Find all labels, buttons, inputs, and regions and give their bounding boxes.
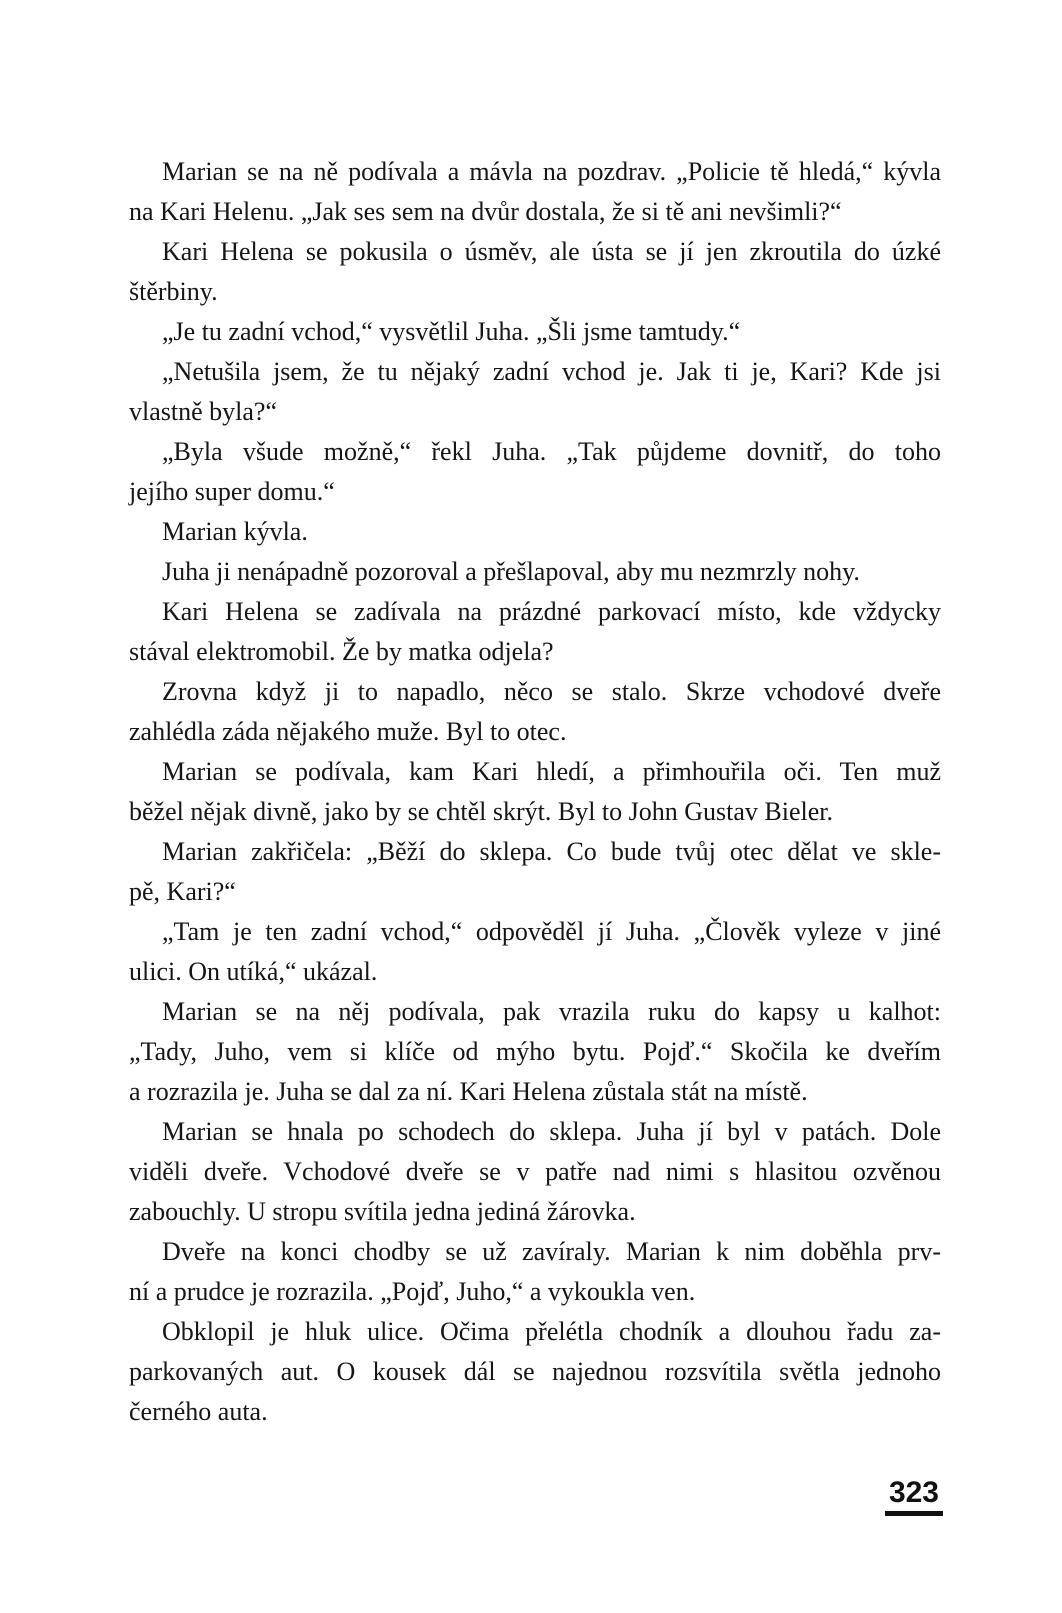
text-line: Obklopil je hluk ulice. Očima přelétla chodník a dlouhou řadu za- <box>162 1317 941 1346</box>
text-block <box>129 152 941 1432</box>
paragraph <box>129 672 941 752</box>
text-line: Juha ji nenápadně pozoroval a přešlapoval, aby mu nezmrzly nohy. <box>162 557 860 586</box>
text-line: ní a prudce je rozrazila. „Pojď, Juho,“ a vykoukla ven. <box>129 1277 696 1306</box>
text-line: zahlédla záda nějakého muže. Byl to otec. <box>129 717 567 746</box>
text-line: černého auta. <box>129 1397 268 1426</box>
paragraph <box>129 592 941 672</box>
text-line: zabouchly. U stropu svítila jedna jediná žárovka. <box>129 1197 636 1226</box>
paragraph <box>129 1232 941 1312</box>
text-line: štěrbiny. <box>129 277 218 306</box>
paragraph <box>129 1312 941 1432</box>
text-line: „Netušila jsem, že tu nějaký zadní vchod je. Jak ti je, Kari? Kde jsi <box>162 357 941 386</box>
paragraph <box>129 1112 941 1232</box>
text-line: Kari Helena se zadívala na prázdné parkovací místo, kde vždycky <box>162 597 941 626</box>
text-line: viděli dveře. Vchodové dveře se v patře nad nimi s hlasitou ozvěnou <box>129 1157 941 1186</box>
text-line: jejího super domu.“ <box>129 477 335 506</box>
paragraph <box>129 552 941 592</box>
text-line: Zrovna když ji to napadlo, něco se stalo. Skrze vchodové dveře <box>162 677 941 706</box>
text-line: běžel nějak divně, jako by se chtěl skrýt. Byl to John Gustav Bieler. <box>129 797 834 826</box>
paragraph <box>129 512 941 552</box>
text-line: Kari Helena se pokusila o úsměv, ale ústa se jí jen zkroutila do úzké <box>162 237 941 266</box>
text-line: stával elektromobil. Že by matka odjela? <box>129 637 554 666</box>
paragraph <box>129 312 941 352</box>
text-line: Marian se na ně podívala a mávla na pozdrav. „Policie tě hledá,“ kývla <box>162 157 941 186</box>
text-line: „Tady, Juho, vem si klíče od mýho bytu. Pojď.“ Skočila ke dveřím <box>129 1037 941 1066</box>
page-footer <box>885 1478 943 1516</box>
paragraph <box>129 992 941 1112</box>
paragraph <box>129 352 941 432</box>
text-line: a rozrazila je. Juha se dal za ní. Kari Helena zůstala stát na místě. <box>129 1077 808 1106</box>
page-number: 323 <box>885 1478 943 1516</box>
text-line: Marian se hnala po schodech do sklepa. Juha jí byl v patách. Dole <box>162 1117 941 1146</box>
text-line: Dveře na konci chodby se už zavíraly. Marian k nim doběhla prv- <box>162 1237 941 1266</box>
text-line: ulici. On utíká,“ ukázal. <box>129 957 378 986</box>
text-line: Marian se na něj podívala, pak vrazila ruku do kapsy u kalhot: <box>162 997 941 1026</box>
paragraph <box>129 432 941 512</box>
text-line: „Byla všude možně,“ řekl Juha. „Tak půjdeme dovnitř, do toho <box>162 437 941 466</box>
text-line: Marian se podívala, kam Kari hledí, a přimhouřila oči. Ten muž <box>162 757 941 786</box>
text-line: na Kari Helenu. „Jak ses sem na dvůr dostala, že si tě ani nevšimli?“ <box>129 197 842 226</box>
paragraph <box>129 752 941 832</box>
text-line: „Tam je ten zadní vchod,“ odpověděl jí Juha. „Člověk vyleze v jiné <box>162 917 941 946</box>
paragraph <box>129 832 941 912</box>
text-line: Marian kývla. <box>162 517 308 546</box>
text-line: pě, Kari?“ <box>129 877 236 906</box>
text-line: „Je tu zadní vchod,“ vysvětlil Juha. „Šli jsme tamtudy.“ <box>162 317 741 346</box>
paragraph <box>129 232 941 312</box>
text-line: parkovaných aut. O kousek dál se najednou rozsvítila světla jednoho <box>129 1357 941 1386</box>
paragraph <box>129 912 941 992</box>
text-line: vlastně byla?“ <box>129 397 277 426</box>
text-line: Marian zakřičela: „Běží do sklepa. Co bude tvůj otec dělat ve skle- <box>162 837 941 866</box>
paragraph <box>129 152 941 232</box>
